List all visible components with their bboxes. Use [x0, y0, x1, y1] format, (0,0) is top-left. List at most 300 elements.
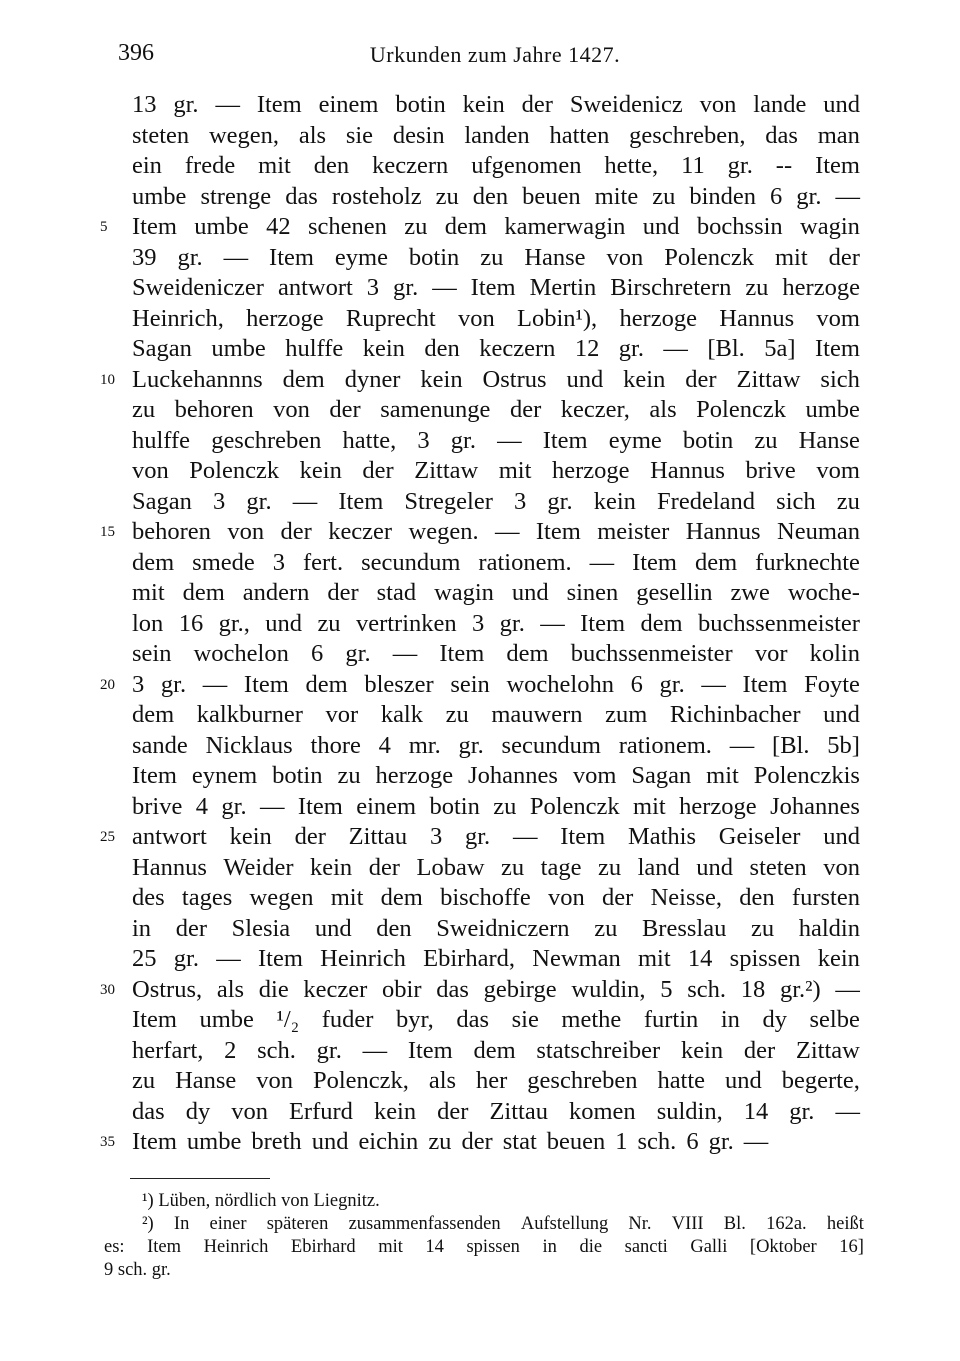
word: 6: [770, 182, 783, 210]
word: keczer,: [560, 396, 630, 423]
word: —: [663, 335, 688, 362]
word: sie: [345, 121, 374, 149]
word: meister: [597, 518, 670, 545]
text-line: [132, 426, 860, 457]
text-line: [132, 578, 860, 609]
word: Item: [815, 152, 860, 179]
word: methe: [561, 1006, 622, 1033]
footnote-line: ¹) Lüben, nördlich von Liegnitz.: [142, 1191, 380, 1211]
word: geschreben: [211, 426, 322, 454]
word: dem: [305, 670, 348, 698]
word: Ruprecht: [345, 304, 436, 332]
word: zu: [404, 213, 428, 240]
word: 3: [132, 670, 145, 698]
text-line: [100, 212, 860, 243]
word: herzoge: [619, 304, 697, 332]
footnote-separator: [130, 1178, 270, 1179]
word: zu: [750, 914, 775, 942]
word: rosteholz: [331, 182, 422, 210]
word: Erfurd: [288, 1097, 353, 1125]
word: gr.: [177, 243, 203, 271]
word: gr.: [345, 640, 371, 667]
word: der: [368, 853, 400, 881]
word: mr.: [408, 731, 441, 759]
footnote-word: Heinrich: [203, 1237, 269, 1257]
word: keczer: [328, 518, 393, 545]
word: —: [202, 670, 228, 698]
footnote-line: 9 sch. gr.: [104, 1260, 171, 1280]
word: —: [392, 640, 418, 667]
word: hette,: [604, 152, 659, 179]
word: gr.: [246, 487, 272, 515]
word: —: [835, 182, 860, 210]
word: antwort: [132, 823, 207, 850]
word: hulffe: [132, 426, 191, 454]
word: 5b]: [827, 731, 860, 759]
word: sein: [132, 640, 172, 667]
word: zu: [132, 1067, 156, 1094]
word: den: [424, 335, 460, 362]
word: Item: [297, 792, 343, 820]
word: strenge: [200, 182, 272, 210]
word: 1: [615, 1128, 628, 1155]
text-line: [132, 182, 860, 213]
word: 6: [630, 670, 643, 698]
word: land: [637, 853, 680, 881]
word: kalkburner: [196, 701, 303, 728]
word: 14: [743, 1097, 769, 1125]
word: zu: [132, 396, 156, 423]
word: kalk: [380, 701, 423, 728]
word: Foyte: [804, 670, 860, 698]
word: —: [362, 1036, 388, 1064]
word: herzoge: [679, 792, 757, 820]
word: zu: [480, 243, 504, 271]
word: Item: [132, 1006, 177, 1033]
footnote-word: einer: [209, 1214, 247, 1234]
word: gr.: [458, 731, 484, 759]
word: Item: [132, 213, 177, 240]
word: keczer: [303, 975, 368, 1003]
word: Hanse: [798, 426, 860, 454]
word: der: [329, 396, 361, 423]
word: zu: [337, 762, 361, 789]
word: wegen,: [208, 121, 280, 149]
word: Sagan: [132, 487, 192, 515]
word: umbe: [199, 1006, 254, 1033]
word: vom: [816, 457, 860, 484]
text-line: [132, 731, 860, 762]
word: Lobin¹),: [517, 304, 598, 332]
word: 13: [132, 91, 157, 118]
word: zu: [493, 792, 517, 820]
word: Ostrus,: [132, 975, 203, 1003]
word: gr.: [547, 487, 573, 515]
word: dy: [762, 1006, 787, 1033]
word: vertrinken: [355, 609, 457, 637]
word: gr.: [789, 1097, 815, 1125]
word: gr.: [618, 335, 644, 362]
footnote-word: Item: [147, 1237, 182, 1257]
line-number: 10: [100, 371, 115, 388]
word: die: [258, 975, 289, 1003]
text-line: [132, 1097, 860, 1128]
footnote-word: VIII: [671, 1214, 704, 1234]
footnote-line: [104, 1236, 864, 1259]
text-line: [132, 456, 860, 487]
text-line: [100, 822, 860, 853]
word: mit: [132, 579, 165, 606]
word: Item: [338, 487, 384, 515]
word: der: [280, 518, 312, 545]
word: der: [437, 1097, 469, 1125]
text-line: [100, 517, 860, 548]
footnote-word: Ebirhard: [290, 1237, 356, 1257]
word: vor: [754, 640, 788, 667]
word: kein: [593, 487, 636, 515]
word: der: [521, 91, 553, 118]
text-line: [132, 334, 860, 365]
word: 14: [687, 945, 713, 972]
word: als: [649, 396, 677, 423]
footnote-word: spissen: [466, 1237, 520, 1257]
word: Hannus: [132, 853, 207, 881]
footnote-word: in: [542, 1237, 557, 1257]
word: zu: [594, 914, 618, 942]
word: thore: [310, 731, 361, 759]
footnote-word: es:: [104, 1237, 125, 1257]
word: den: [739, 884, 775, 911]
footnotes: [104, 1190, 864, 1282]
word: herzoge: [551, 457, 630, 484]
word: suldin,: [656, 1097, 723, 1125]
word: gr.²): [779, 975, 821, 1003]
word: keczern: [372, 152, 449, 179]
word: Sagan: [132, 335, 192, 362]
word: dem: [444, 213, 487, 240]
text-line: [132, 761, 860, 792]
word: umbe: [186, 1128, 242, 1155]
word: Lobaw: [416, 853, 485, 881]
word: woche-: [787, 579, 860, 606]
word: 16: [178, 609, 204, 637]
word: —: [835, 1097, 860, 1125]
word: Hannus: [685, 518, 761, 545]
word: gr.: [499, 609, 525, 637]
word: Weider: [223, 853, 294, 881]
word: zu: [435, 182, 459, 210]
word: Zittaw: [795, 1036, 860, 1064]
word: den: [313, 152, 350, 179]
word: --: [775, 152, 793, 179]
word: von: [606, 243, 644, 271]
word: 3: [417, 426, 430, 454]
word: kolin: [809, 640, 860, 667]
word: Heinrich: [320, 945, 406, 972]
word: gr.: [173, 945, 199, 972]
word: dem: [380, 884, 423, 911]
footnote-word: Aufstellung: [520, 1214, 609, 1234]
word: gebirge: [483, 975, 557, 1003]
text-line: [132, 487, 860, 518]
word: gr.: [465, 823, 491, 850]
word: 3: [366, 274, 380, 301]
text-line: [132, 944, 860, 975]
footnote-word: zusammenfassenden: [348, 1214, 501, 1234]
word: —: [497, 426, 522, 454]
text-line: [132, 853, 860, 884]
word: der: [327, 579, 359, 606]
word: kein: [817, 945, 860, 972]
word: 39: [132, 243, 157, 271]
word: —: [223, 243, 249, 271]
word: —: [835, 975, 860, 1003]
word: und: [311, 1128, 349, 1155]
word: Slesia: [231, 914, 291, 942]
word: Luckehannns: [132, 365, 263, 393]
word: Item: [742, 670, 788, 698]
word: umbe: [132, 182, 187, 210]
word: vor: [325, 701, 359, 728]
document-body: [100, 90, 860, 1158]
word: gr.: [727, 152, 753, 179]
word: Hannus: [650, 457, 725, 484]
word: 3: [429, 823, 443, 850]
word: man: [817, 121, 860, 149]
word: dem: [182, 579, 225, 606]
line-number: 5: [100, 219, 108, 235]
word: Item: [132, 762, 177, 789]
word: Polenczk: [696, 396, 786, 423]
word: zu: [445, 701, 469, 728]
footnote-word: sancti: [624, 1237, 668, 1257]
word: zu: [745, 274, 769, 301]
word: buchssenmeister: [570, 640, 733, 667]
word: dem: [640, 609, 683, 637]
word: steten: [749, 853, 807, 881]
word: desin: [392, 121, 445, 149]
word: gr.,: [218, 609, 250, 637]
word: sch.: [257, 1036, 296, 1064]
footnote-word: 162a.: [766, 1214, 807, 1234]
word: vom: [816, 304, 860, 332]
word: —: [215, 91, 240, 118]
word: Hannus: [719, 304, 795, 332]
word: antwort: [277, 274, 353, 301]
line-number: 15: [100, 524, 115, 540]
word: 18: [740, 975, 766, 1003]
word: fuder: [321, 1006, 374, 1033]
footnote-word: 16]: [839, 1237, 864, 1257]
word: von: [458, 304, 495, 332]
word: haldin: [798, 914, 860, 942]
word: mit: [774, 243, 808, 271]
word: und: [511, 579, 549, 606]
word: breth: [251, 1128, 302, 1155]
word: frede: [184, 152, 236, 179]
word: einem: [318, 91, 379, 118]
word: botin: [429, 792, 480, 820]
word: in: [720, 1006, 740, 1033]
text-line: [100, 670, 860, 701]
word: stad: [376, 579, 417, 606]
word: 5: [660, 975, 673, 1003]
word: landen: [464, 121, 530, 149]
word: der: [362, 457, 394, 484]
word: der: [509, 396, 542, 423]
word: von: [227, 518, 265, 545]
word: Ostrus: [482, 365, 547, 393]
word: samenunge: [380, 396, 491, 423]
footnote-word: späteren: [266, 1214, 329, 1234]
word: [Bl.: [707, 335, 745, 362]
word: kein: [623, 365, 666, 393]
word: zum: [605, 701, 648, 728]
word: Zittaw: [414, 457, 479, 484]
word: gr.: [221, 792, 247, 820]
word: Zittau: [489, 1097, 548, 1125]
word: wuldin,: [571, 975, 646, 1003]
word: sich: [820, 365, 860, 393]
footnote-word: mit: [378, 1237, 403, 1257]
text-line: [132, 90, 860, 121]
word: Johannes: [468, 762, 558, 789]
word: vom: [572, 762, 617, 789]
word: Sweidenicz: [569, 91, 683, 118]
word: Zittaw: [736, 365, 801, 393]
word: Ebirhard,: [423, 945, 515, 972]
text-line: [132, 243, 860, 274]
word: umbe: [211, 335, 266, 362]
word: kamerwagin: [504, 213, 626, 240]
word: von: [231, 1097, 268, 1125]
word: sch.: [687, 975, 727, 1003]
word: tages: [181, 884, 233, 911]
word: —: [292, 487, 318, 515]
word: begerte,: [781, 1067, 860, 1094]
word: botin: [272, 762, 323, 789]
word: botin: [682, 426, 734, 454]
word: umbe: [194, 213, 249, 240]
word: ufgenomen: [471, 152, 582, 179]
word: secundum: [361, 548, 461, 576]
footnote-word: In: [173, 1214, 190, 1234]
word: mite: [594, 182, 639, 210]
word: selbe: [809, 1006, 860, 1033]
word: als: [216, 975, 245, 1003]
word: —: [432, 274, 457, 301]
word: lon: [132, 609, 164, 637]
word: buchssenmeister: [698, 609, 860, 637]
word: statschreiber: [536, 1036, 661, 1064]
word: Heinrich,: [132, 304, 224, 332]
page-number: 396: [118, 40, 154, 66]
line-number: 25: [100, 829, 115, 845]
footnote-word: 14: [425, 1237, 444, 1257]
word: als: [428, 1067, 457, 1094]
word: und: [823, 823, 860, 850]
text-line: [132, 151, 860, 182]
word: gr.: [393, 274, 419, 301]
text-line: [132, 121, 860, 152]
word: zu: [428, 1128, 452, 1155]
word: Item: [815, 335, 860, 362]
word: Item: [535, 518, 581, 545]
word: Sweideniczer: [132, 274, 264, 301]
word: Item: [256, 91, 302, 118]
text-line: [132, 792, 860, 823]
word: dem: [132, 548, 175, 576]
word: gr.: [316, 1036, 342, 1064]
word: hatte,: [342, 426, 397, 454]
word: einem: [356, 792, 417, 820]
word: das: [765, 121, 798, 149]
line-number: 30: [100, 981, 115, 998]
word: Item: [560, 823, 606, 850]
word: Polenczk: [664, 243, 755, 271]
word: sich: [776, 487, 816, 515]
word: Item: [269, 243, 314, 271]
word: behoren: [174, 396, 254, 423]
word: hatte: [657, 1067, 706, 1094]
word: dem: [506, 640, 549, 667]
word: kein: [462, 91, 505, 118]
word: zu: [754, 426, 778, 454]
word: Stregeler: [404, 487, 493, 515]
word: dyner: [344, 365, 401, 393]
word: herzoge: [246, 304, 324, 332]
word: von: [256, 1067, 294, 1094]
text-line: [132, 304, 860, 335]
word: Fredeland: [657, 487, 756, 515]
word: geschreben: [527, 1067, 638, 1094]
word: Newman: [532, 945, 621, 972]
word: mit: [633, 792, 666, 820]
word: der: [175, 914, 207, 942]
word: 6: [311, 640, 324, 667]
text-line: [132, 700, 860, 731]
word: hulffe: [285, 335, 344, 362]
word: gr.: [450, 426, 476, 454]
word: und: [696, 853, 734, 881]
text-line: [132, 1005, 860, 1036]
word: 25: [132, 945, 157, 972]
word: kein: [362, 335, 405, 362]
text-line: [100, 1127, 860, 1158]
word: 11: [681, 152, 705, 179]
word: —: [729, 731, 755, 759]
running-head: Urkunden zum Jahre 1427.: [369, 42, 621, 67]
word: herzoge: [375, 762, 454, 789]
word: Item: [243, 670, 289, 698]
word: Item: [580, 609, 626, 637]
word: 2: [224, 1036, 237, 1064]
word: beuen: [522, 182, 581, 210]
word: Mertin: [529, 274, 597, 301]
word: dem: [132, 701, 175, 728]
word: brive: [132, 792, 183, 820]
footnote-word: Bl.: [723, 1214, 746, 1234]
text-line: [132, 639, 860, 670]
text-line: [132, 395, 860, 426]
word: zu: [836, 487, 860, 515]
word: der: [461, 1128, 493, 1155]
line-number: 20: [100, 676, 115, 693]
word: brive: [745, 457, 796, 484]
footnote-word: die: [579, 1237, 603, 1257]
word: dem: [282, 365, 325, 393]
word: 3: [272, 548, 285, 576]
